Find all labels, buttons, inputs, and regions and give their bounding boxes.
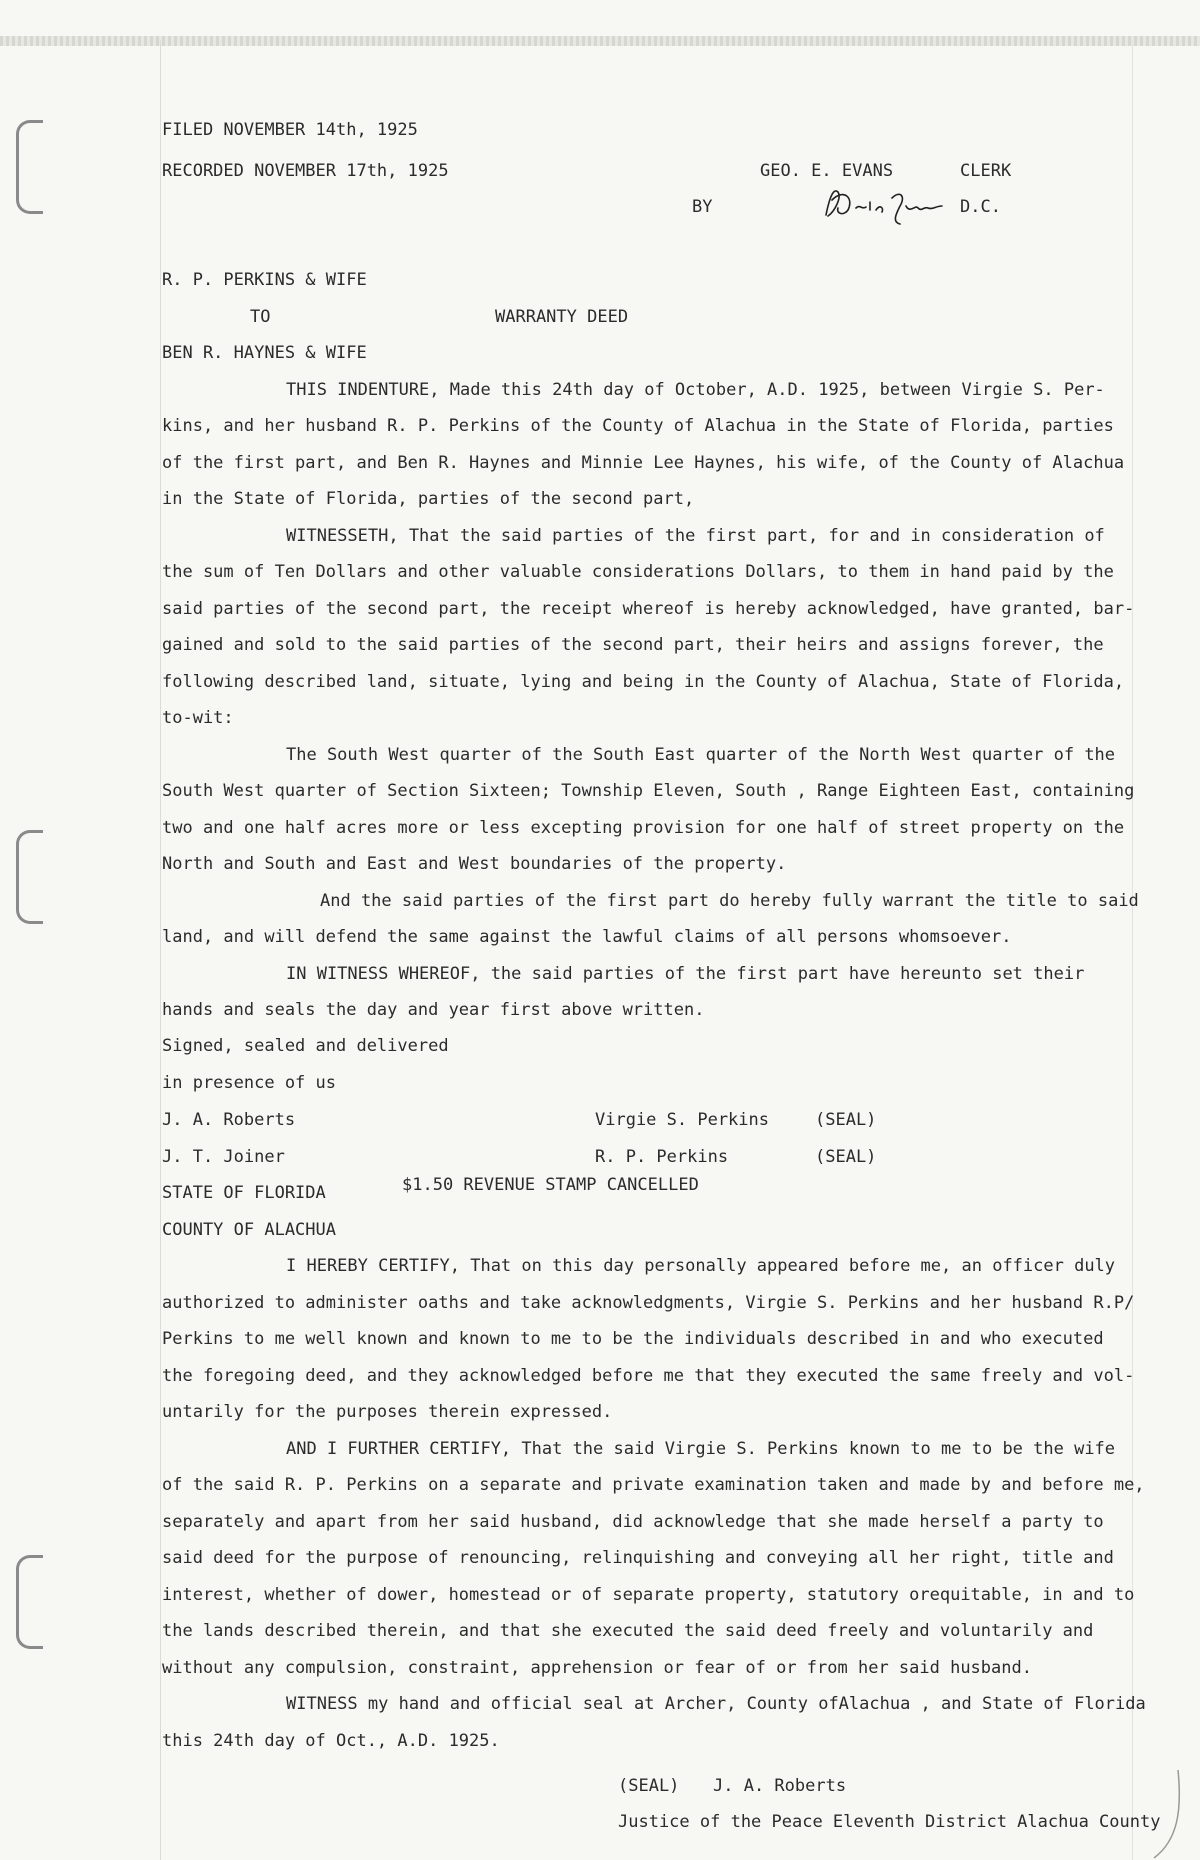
ack-line: this 24th day of Oct., A.D. 1925. (162, 1731, 500, 1751)
county-label: COUNTY OF ALACHUA (162, 1220, 336, 1240)
body-line: in presence of us (162, 1073, 336, 1093)
caption-to: TO (250, 307, 271, 327)
ack-line: AND I FURTHER CERTIFY, That the said Virgie S. Perkins known to me to be the wife (286, 1439, 1116, 1459)
seal-label: (SEAL) (815, 1110, 877, 1130)
body-line: kins, and her husband R. P. Perkins of the County of Alachua in the State of Florida, parties (162, 416, 1114, 436)
body-line: following described land, situate, lying and being in the County of Alachua, State of Florida, (162, 672, 1125, 692)
body-line: South West quarter of Section Sixteen; Township Eleven, South , Range Eighteen East, containing (162, 781, 1135, 801)
body-line: of the first part, and Ben R. Haynes and Minnie Lee Haynes, his wife, of the County of Alachua (162, 453, 1125, 473)
grantor-caption: R. P. PERKINS & WIFE (162, 270, 367, 290)
binder-ring-icon (16, 830, 43, 924)
grantor-signature: Virgie S. Perkins (595, 1110, 769, 1130)
deputy-clerk-title: D.C. (960, 197, 1001, 217)
body-line: said parties of the second part, the receipt whereof is hereby acknowledged, have granted, bar- (162, 599, 1135, 619)
revenue-stamp-note: $1.50 REVENUE STAMP CANCELLED (402, 1175, 699, 1195)
ack-line: interest, whether of dower, homestead or of separate property, statutory orequitable, in and to (162, 1585, 1135, 1605)
deputy-signature (820, 180, 950, 230)
by-label: BY (692, 197, 713, 217)
body-line: North and South and East and West boundaries of the property. (162, 854, 787, 874)
officer-seal: (SEAL) (618, 1776, 680, 1796)
body-line: And the said parties of the first part do hereby fully warrant the title to said (320, 891, 1139, 911)
recorded-date: RECORDED NOVEMBER 17th, 1925 (162, 161, 449, 181)
clerk-title: CLERK (960, 161, 1012, 181)
body-line: to-wit: (162, 708, 234, 728)
ack-line: said deed for the purpose of renouncing, relinquishing and conveying all her right, title and (162, 1548, 1114, 1568)
body-line: THIS INDENTURE, Made this 24th day of October, A.D. 1925, between Virgie S. Per- (286, 380, 1105, 400)
ack-line: the foregoing deed, and they acknowledged before me that they executed the same freely and vol- (162, 1366, 1135, 1386)
left-margin-line (160, 40, 161, 1860)
ack-line: WITNESS my hand and official seal at Archer, County ofAlachua , and State of Florida (286, 1694, 1146, 1714)
body-line: Signed, sealed and delivered (162, 1036, 449, 1056)
body-line: two and one half acres more or less excepting provision for one half of street property on the (162, 818, 1125, 838)
ack-line: I HEREBY CERTIFY, That on this day personally appeared before me, an officer duly (286, 1256, 1116, 1276)
body-line: land, and will defend the same against the lawful claims of all persons whomsoever. (162, 927, 1012, 947)
officer-name: J. A. Roberts (713, 1776, 847, 1796)
document-type: WARRANTY DEED (495, 307, 629, 327)
body-line: in the State of Florida, parties of the second part, (162, 489, 695, 509)
ack-line: separately and apart from her said husband, did acknowledge that she made herself a party to (162, 1512, 1104, 1532)
body-line: hands and seals the day and year first above written. (162, 1000, 705, 1020)
page-curl-line (1148, 1770, 1188, 1860)
seal-label: (SEAL) (815, 1147, 877, 1167)
body-line: the sum of Ten Dollars and other valuable considerations Dollars, to them in hand paid by the (162, 562, 1114, 582)
body-line: WITNESSETH, That the said parties of the first part, for and in consideration of (286, 526, 1105, 546)
ack-line: authorized to administer oaths and take acknowledgments, Virgie S. Perkins and her husband R.P/ (162, 1293, 1135, 1313)
ack-line: the lands described therein, and that she executed the said deed freely and voluntarily and (162, 1621, 1094, 1641)
witness-name: J. T. Joiner (162, 1147, 285, 1167)
ack-line: untarily for the purposes therein expressed. (162, 1402, 613, 1422)
filed-date: FILED NOVEMBER 14th, 1925 (162, 120, 418, 140)
clerk-name: GEO. E. EVANS (760, 161, 894, 181)
ack-line: without any compulsion, constraint, apprehension or fear of or from her said husband. (162, 1658, 1032, 1678)
binder-ring-icon (16, 120, 43, 214)
grantor-signature: R. P. Perkins (595, 1147, 729, 1167)
ack-line: of the said R. P. Perkins on a separate and private examination taken and made by and before me, (162, 1475, 1145, 1495)
officer-title: Justice of the Peace Eleventh District Alachua County (618, 1812, 1161, 1832)
body-line: IN WITNESS WHEREOF, the said parties of the first part have hereunto set their (286, 964, 1085, 984)
ack-line: Perkins to me well known and known to me to be the individuals described in and who executed (162, 1329, 1104, 1349)
scan-top-band (0, 36, 1200, 46)
binder-ring-icon (16, 1555, 43, 1649)
state-label: STATE OF FLORIDA (162, 1183, 326, 1203)
grantee-caption: BEN R. HAYNES & WIFE (162, 343, 367, 363)
body-line: gained and sold to the said parties of the second part, their heirs and assigns forever, the (162, 635, 1104, 655)
body-line: The South West quarter of the South East quarter of the North West quarter of the (286, 745, 1116, 765)
witness-name: J. A. Roberts (162, 1110, 296, 1130)
